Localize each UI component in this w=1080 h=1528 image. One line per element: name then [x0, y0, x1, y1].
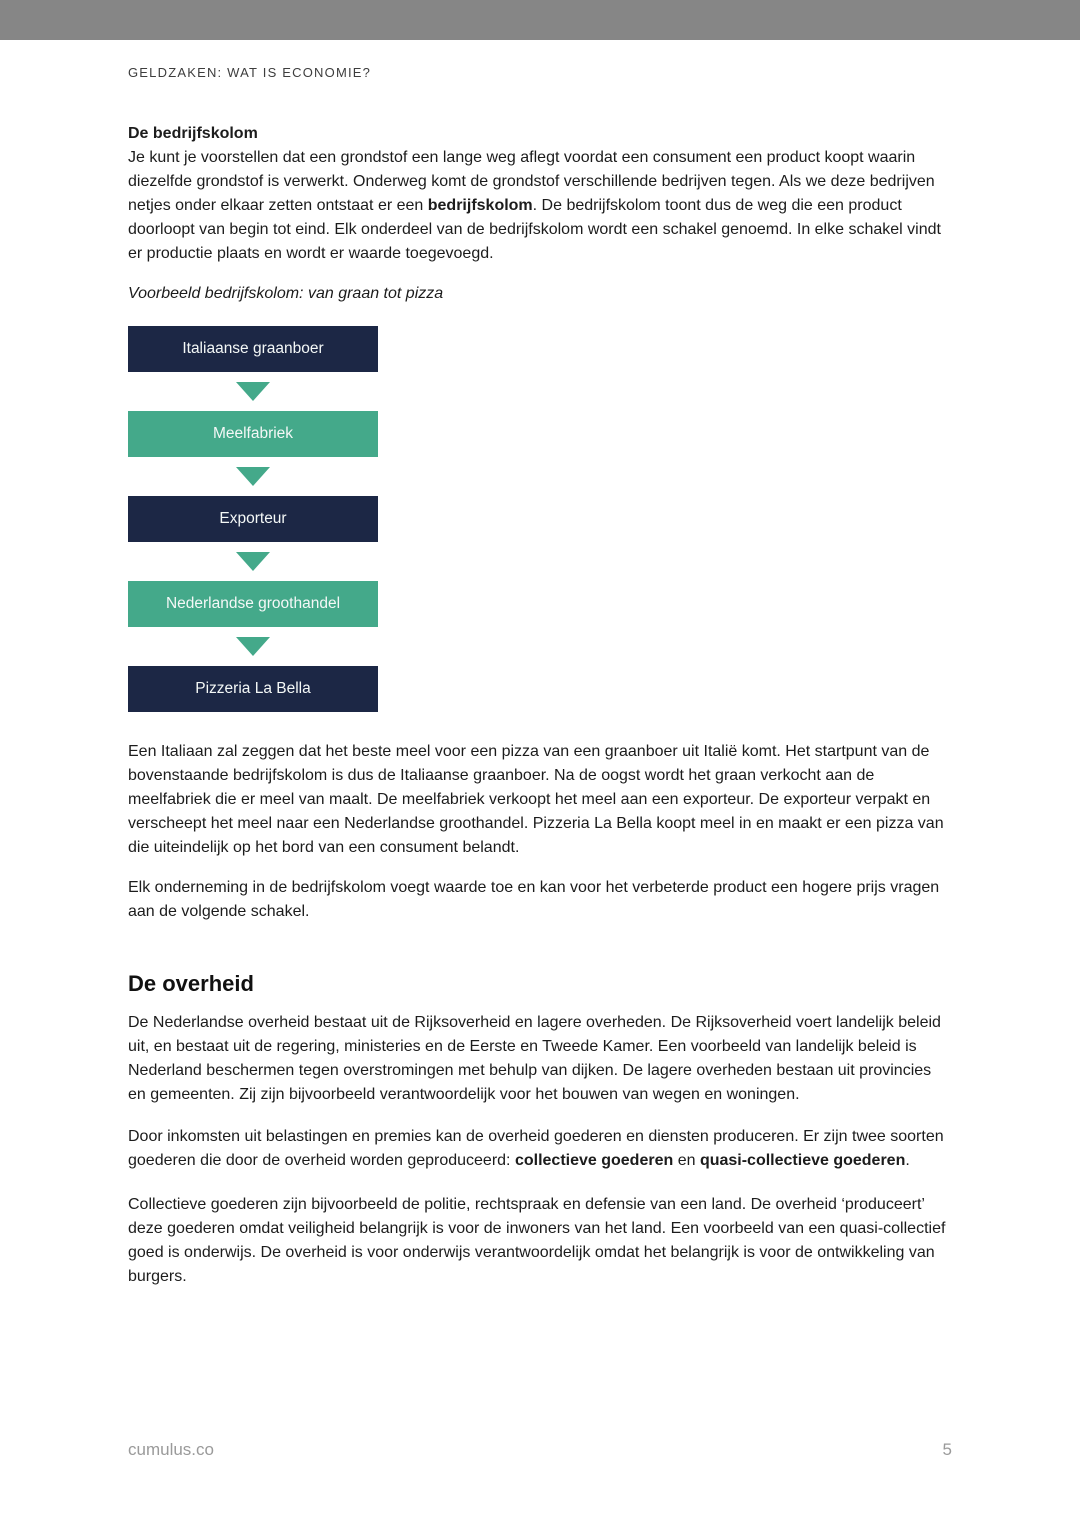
bedrijfskolom-diagram: [128, 326, 378, 712]
paragraph-overheid-goederen: [128, 1125, 952, 1173]
section-heading-overheid: De overheid: [128, 971, 254, 996]
page-content: [0, 65, 952, 1289]
page-footer: [128, 1440, 952, 1460]
arrow-down-icon: [236, 552, 270, 571]
paragraph-bedrijfskolom-waarde: Elk onderneming in de bedrijfskolom voegt waarde toe en kan voor het verbeterde product een hogere prijs vragen aan de volgende schakel.: [128, 879, 940, 920]
chain-box-label: Meelfabriek: [212, 425, 294, 442]
paragraph-text: Door inkomsten uit belastingen en premies kan de overheid goederen en diensten produceren. Er zijn twee soorten goederen die door de overheid worden geproduceerd:: [128, 1128, 944, 1169]
paragraph-text: .: [905, 1152, 910, 1169]
paragraph-overheid-intro: De Nederlandse overheid bestaat uit de Rijksoverheid en lagere overheden. De Rijksoverheid voert landelijk beleid uit, en bestaat uit de regering, ministeries en de Eerste en Tweede Kamer. Een voorbeeld van landelijk beleid is Nederland beschermen tegen overstromingen met behulp van dijken. De lagere overheden bestaan uit provincies en gemeenten. Zij zijn bijvoorbeeld verantwoordelijk voor het bouwen van wegen en woningen.: [128, 1014, 941, 1103]
paragraph-bedrijfskolom-voorbeeld: Een Italiaan zal zeggen dat het beste meel voor een pizza van een graanboer uit Italië komt. Het startpunt van de bovenstaande bedrijfskolom is dus de Italiaanse graanboer. Na de oogst wordt het graan verkocht aan de meelfabriek die er meel van maalt. De meelfabriek verkoopt het meel aan een exporteur. De exporteur verpakt en verscheept het meel naar een Nederlandse groothandel. Pizzeria La Bella koopt meel in en maakt er een pizza van die uiteindelijk op het bord van een consument belandt.: [128, 743, 944, 856]
paragraph-heading-bedrijfskolom: De bedrijfskolom: [128, 125, 258, 142]
chain-box-label: Nederlandse groothandel: [165, 595, 341, 612]
bold-term-quasi-collectieve-goederen: quasi-collectieve goederen: [699, 1152, 906, 1169]
chain-box-groothandel: [128, 581, 378, 627]
chain-box-label: Pizzeria La Bella: [195, 680, 311, 697]
arrow-down-icon: [236, 637, 270, 656]
diagram-caption: Voorbeeld bedrijfskolom: van graan tot pizza: [128, 285, 444, 302]
chain-box-pizzeria: [128, 666, 378, 712]
chain-box-graanboer: [128, 326, 378, 372]
paragraph-text: en: [673, 1152, 700, 1169]
chain-box-label: Exporteur: [219, 510, 287, 527]
running-header: GELDZAKEN: WAT IS ECONOMIE?: [128, 65, 372, 80]
chain-box-exporteur: [128, 496, 378, 542]
paragraph-overheid-voorbeelden: Collectieve goederen zijn bijvoorbeeld de politie, rechtspraak en defensie van een land. De overheid ‘produceert’ deze goederen omdat veiligheid belangrijk is voor de inwoners van het land. Een voorbeeld van een quasi-collectief goed is onderwijs. De overheid is voor onderwijs verantwoordelijk omdat het belangrijk is voor de ontwikkeling van burgers.: [128, 1196, 946, 1285]
paragraph-text: Je kunt je voorstellen dat een grondstof een lange weg aflegt voordat een consument een product koopt waarin diezelfde grondstof is verwerkt. Onderweg komt de grondstof verschillende bedrijven tegen. Als we deze bedrijven netjes onder elkaar zetten ontstaat er een: [128, 149, 935, 214]
paragraph-bedrijfskolom-intro: [128, 146, 952, 266]
footer-brand: cumulus.co: [128, 1440, 214, 1459]
chain-box-meelfabriek: [128, 411, 378, 457]
top-bar: [0, 0, 1080, 40]
arrow-down-icon: [236, 467, 270, 486]
chain-box-label: Italiaanse graanboer: [182, 340, 324, 357]
arrow-down-icon: [236, 382, 270, 401]
section-bedrijfskolom: [128, 122, 952, 266]
bold-term-collectieve-goederen: collectieve goederen: [514, 1152, 674, 1169]
paragraph-text: . De bedrijfskolom toont dus de weg die een product doorloopt van begin tot eind. Elk onderdeel van de bedrijfskolom wordt een schakel genoemd. In elke schakel vindt er productie plaats en wordt er waarde toegevoegd.: [128, 197, 941, 262]
bold-term-bedrijfskolom: bedrijfskolom: [427, 197, 533, 214]
page-number: 5: [942, 1440, 952, 1459]
